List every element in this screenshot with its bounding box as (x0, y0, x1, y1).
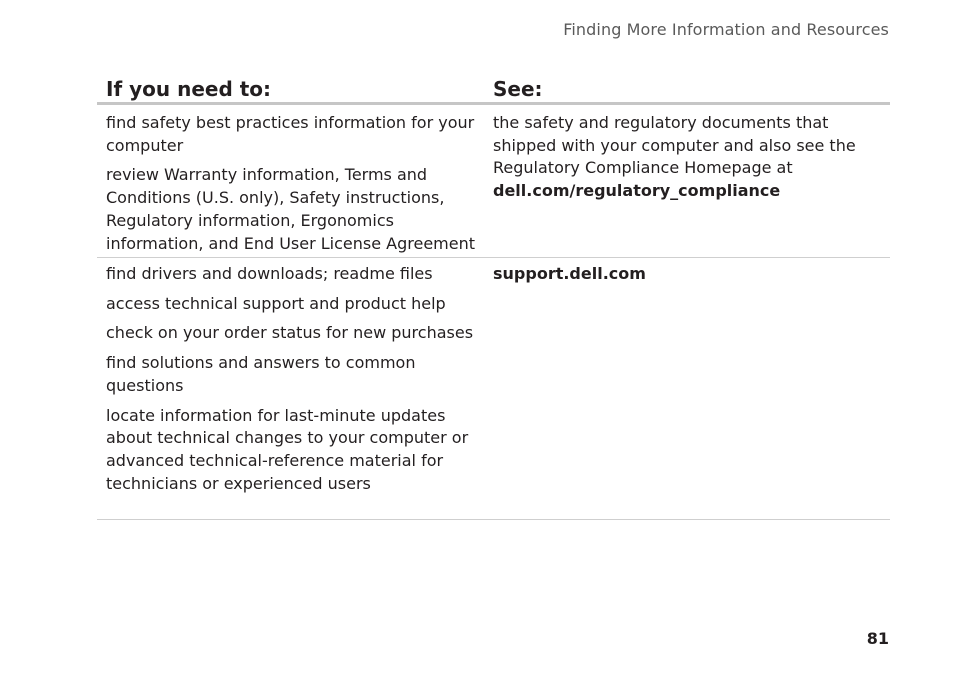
table-row (97, 258, 890, 520)
see-cell (493, 105, 890, 257)
need-cell (97, 105, 493, 257)
need-item: find drivers and downloads; readme files (106, 264, 433, 283)
resources-table (97, 74, 890, 520)
column-header-need: If you need to: (106, 77, 272, 101)
page-number: 81 (866, 629, 889, 648)
support-link[interactable]: support.dell.com (493, 264, 646, 283)
column-header-see: See: (493, 77, 543, 101)
need-item: locate information for last-minute updates about technical changes to your computer or advanced technical-reference material for technicians or experienced users (106, 405, 469, 493)
need-item: review Warranty information, Terms and Conditions (U.S. only), Safety instructions, Regulatory information, Ergonomics information, and End User License Agreement (106, 165, 476, 253)
running-header: Finding More Information and Resources (563, 20, 889, 39)
need-item: check on your order status for new purchases (106, 323, 474, 343)
need-item: find solutions and answers to common questions (106, 353, 416, 395)
see-cell (493, 258, 890, 519)
need-cell (97, 258, 493, 519)
table-header-row (97, 74, 890, 105)
need-item: find safety best practices information for your computer (106, 113, 475, 155)
regulatory-compliance-link[interactable]: dell.com/regulatory_compliance (493, 181, 781, 201)
need-item: access technical support and product help (106, 293, 446, 313)
table-row (97, 105, 890, 258)
see-description: the safety and regulatory documents that shipped with your computer and also see the Regulatory Compliance Homepage at (493, 113, 856, 178)
